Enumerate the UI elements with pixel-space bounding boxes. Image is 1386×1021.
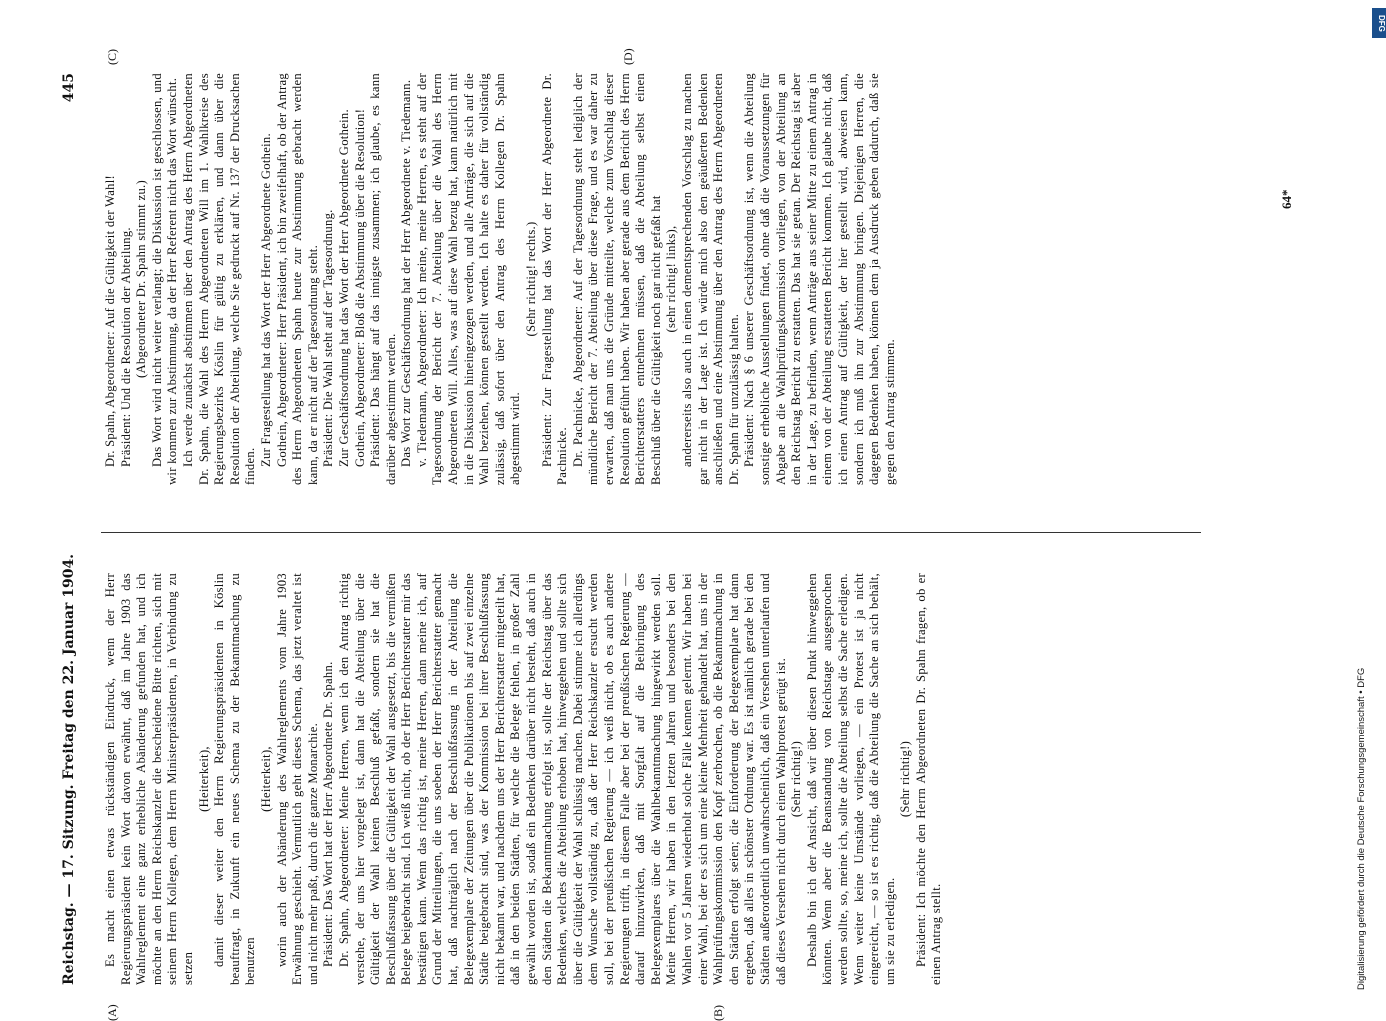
- margin-marker-a: (A): [105, 1004, 119, 1021]
- margin-marker-b: (B): [711, 1005, 725, 1021]
- text-column-right: [103, 73, 898, 485]
- paragraph: Zur Geschäftsordnung hat das Wort der Herr Abgeordnete Gothein.: [336, 109, 351, 467]
- dfg-logo: DFG: [1372, 8, 1386, 38]
- speaker-paragraph: v. Tiedemann, Abgeordneter: Ich meine, meine Herren, es steht auf der Tagesordnung der Bericht der 7. Abteilung über die Wahl des Herrn Abgeordneten Will. Alles, was auf diese Wahl bezug hat, kann natürlich mit in die Diskussion hineingezogen werden, und alle Anträge, die sich auf die Wahl beziehen, können gestellt werden. Ich halte es daher für vollständig zulässig, daß sofort über den Antrag des Herrn Kollegen Dr. Spahn abgestimmt wird.: [414, 73, 523, 485]
- header-title: Reichstag. — 17. Sitzung. Freitag den 22. Januar 1904.: [61, 553, 77, 985]
- interjection: (Heiterkeit),: [196, 746, 211, 812]
- paragraph: Das Wort zur Geschäftsordnung hat der Herr Abgeordnete v. Tiedemann.: [399, 79, 414, 467]
- interjection: (Sehr richtig! rechts.): [524, 221, 539, 337]
- paragraph: Es macht einen etwas rückständigen Eindruck, wenn der Herr Regierungspräsident kein Wort davon erwähnt, daß im Jahre 1903 das Wahlreglement eine ganz erhebliche Abänderung gefunden hat, und ich möchte an den Herrn Reichskanzler die bescheidene Bitte richten, sich mit seinem Herrn Kollegen, dem Herrn Ministerpräsidenten, in Verbindung zu setzen: [103, 573, 195, 985]
- speaker-paragraph: Präsident: Ich möchte den Herrn Abgeordneten Dr. Spahn fragen, ob er einen Antrag stellt.: [913, 573, 944, 985]
- speaker-paragraph: Dr. Spahn, Abgeordneter: Meine Herren, wenn ich den Antrag richtig verstehe, der uns hier vorgelegt ist, dann hat die Abteilung über die Gültigkeit der Wahl keinen Beschluß gefaßt, sondern sie hat die Beschlußfassung über die Gültigkeit der Wahl ausgesetzt, bis die vermißten Belege beigebracht sind. Ich weiß nicht, ob der Herr Berichterstatter mir das bestätigen kann. Wenn das richtig ist, meine Herren, dann meine ich, auf Grund der Mitteilungen, die uns soeben der Herr Berichterstatter gemacht hat, daß nachträglich nach der Beschlußfassung in der Abteilung die Belegexemplare der Zeitungen über die Publikationen bis auf zwei einzelne Städte beigebracht sind, was der Kommission bei ihrer Beschlußfassung nicht bekannt war, und nachdem uns der Herr Berichterstatter mitgeteilt hat, daß in den beiden Städten, für welche die Belege fehlen, in großer Zahl gewählt worden ist, sodaß ein Bedenken darüber nicht besteht, daß auch in den Städten die Bekanntmachung erfolgt ist, sollte der Reichstag über das Bedenken, welches die Abteilung erhoben hat, hinweggehen und sollte sich über die Gültigkeit der Wahl schlüssig machen. Dabei stimme ich allerdings dem Wunsche vollständig zu, daß der Herr Reichskanzler ersucht werden soll, bei der preußischen Regierung — ich weiß nicht, ob es auch andere Regierungen trifft, in diesem Falle aber bei der preußischen Regierung — darauf hinzuwirken, daß mit Sorgfalt auf die Beibringung des Belegexemplares über die Wahlbekanntmachung hingewirkt werden soll. Meine Herren, wir haben in den letzten Jahren und besonders bei den Wahlen vor 5 Jahren wiederholt solche Fälle kennen gelernt. Wir haben bei einer Wahl, bei der es sich um eine kleine Mehrheit gehandelt hat, uns in der Wahlprüfungskommission den Kopf zerbrochen, ob die Bekanntmachung in den Städten erfolgt seien; die Einforderung der Belegexemplare hat dann ergeben, daß alles in schönster Ordnung war. Es ist nämlich gerade bei den Städten außerordentlich unwahrscheinlich, daß ein Versehen unterlaufen und daß dieses Versehen nicht durch einen Wahlprotest gerügt ist.: [336, 573, 788, 985]
- interjection: (sehr richtig! links),: [664, 225, 679, 333]
- paragraph: damit dieser weiter den Herrn Regierungspräsidenten in Köslin beauftragt, in Zukunft ein neues Schema zu der Bekanntmachung zu benutzen: [212, 573, 258, 985]
- speaker-paragraph: Gothein, Abgeordneter: Bloß die Abstimmung über die Resolution!: [352, 108, 367, 467]
- speaker-paragraph: Präsident: Das Wort hat der Herr Abgeordnete Dr. Spahn.: [321, 661, 336, 967]
- interjection: (Heiterkeit),: [258, 746, 273, 812]
- interjection: (Sehr richtig!): [789, 740, 804, 818]
- paragraph: andererseits also auch in einen dementsprechenden Vorschlag zu machen gar nicht in der Lage ist. Ich würde mich also den geäußerten Bedenken anschließen und eine Abstimmung über den Antrag des Herrn Abgeordneten Dr. Spahn für unzulässig halten.: [679, 73, 741, 485]
- running-header: [61, 73, 83, 985]
- speaker-paragraph: Gothein, Abgeordneter: Herr Präsident, ich bin zweifelhaft, ob der Antrag des Herrn Abgeordneten Spahn heute zur Abstimmung gebracht werden kann, da er nicht auf der Tagesordnung steht.: [274, 73, 320, 485]
- margin-marker-c: (C): [105, 49, 119, 65]
- margin-marker-d: (D): [621, 48, 635, 65]
- digitization-credit: Digitalisierung gefördert durch die Deutsche Forschungsgemeinschaft • DFG: [1356, 667, 1367, 990]
- interjection: (Abgeordneter Dr. Spahn stimmt zu.): [134, 180, 149, 378]
- speaker-paragraph: Präsident: Die Wahl steht auf der Tagesordnung.: [321, 209, 336, 467]
- paragraph: Deshalb bin ich der Ansicht, daß wir über diesen Punkt hinweggehen könnten. Wenn aber die Beanstandung von Reichstage ausgesprochen werden sollte, so, meine ich, sollte die Abteilung selbst die Sache erledigen. Wenn weiter keine Umstände vorliegen, — ein Protest ist ja nicht eingereicht, — so ist es richtig, daß die Abteilung die Sache an sich behält, um sie zu erledigen.: [804, 573, 897, 985]
- speaker-paragraph: Präsident: Das hängt auf das innigste zusammen; ich glaube, es kann darüber abgestimmt werden.: [368, 73, 398, 485]
- paragraph: Zur Fragestellung hat das Wort der Herr Abgeordnete Gothein.: [258, 133, 273, 467]
- paragraph: Das Wort wird nicht weiter verlangt; die Diskussion ist geschlossen, und wir kommen zur Abstimmung, da der Herr Referent nicht das Wort wünscht.: [149, 73, 180, 485]
- speaker-paragraph: Dr. Spahn, Abgeordneter: Auf die Gültigkeit der Wahl!: [103, 174, 117, 467]
- speaker-paragraph: Dr. Pachnicke, Abgeordneter: Auf der Tagesordnung steht lediglich der mündliche Bericht der 7. Abteilung über diese Frage, und es war daher zu erwarten, daß man uns die Gründe mitteilte, welche zum Vorschlag dieser Resolution geführt haben. Wir haben aber gerade aus dem Bericht des Herrn Berichterstatters entnehmen müssen, daß die Abteilung selbst einen Beschluß über die Gültigkeit noch gar nicht gefaßt hat: [570, 73, 663, 485]
- speaker-paragraph: Präsident: Zur Fragestellung hat das Wort der Herr Abgeordnete Dr. Pachnicke.: [539, 73, 570, 485]
- paragraph: worin auch der Abänderung des Wahlreglements vom Jahre 1903 Erwähnung geschieht. Vermutlich geht dieses Schema, das jetzt veraltet ist und nicht mehr paßt, durch die ganze Monarchie.: [274, 573, 320, 985]
- interjection: (Sehr richtig!): [898, 740, 913, 818]
- text-column-left: [103, 573, 945, 985]
- paragraph: Ich werde zunächst abstimmen über den Antrag des Herrn Abgeordneten Dr. Spahn, die Wahl des Herrn Abgeordneten Will im 1. Wahlkreise des Regierungsbezirks Köslin für gültig zu erklären, und dann über die Resolution der Abteilung, welche Sie gedruckt auf Nr. 137 der Drucksachen finden.: [180, 73, 258, 485]
- speaker-paragraph: Präsident: Nach § 6 unserer Geschäftsordnung ist, wenn die Abteilung sonstige erhebliche Ausstellungen findet, ohne daß die Voraussetzungen für Abgabe an die Wahlprüfungskommission vorliegen, von der Abteilung an den Reichstag Bericht zu erstatten. Das hat sie getan. Der Reichstag ist aber in der Lage, zu befinden, wenn Anträge aus seiner Mitte zu einem Antrag in einem von der Abteilung erstatteten Bericht kommen. Ich glaube nicht, daß ich einen Antrag auf Gültigkeit, der hier gestellt wird, abweisen kann, sondern ich muß ihn zur Abstimmung bringen. Diejenigen Herren, die dagegen Bedenken haben, können dem ja Ausdruck geben dadurch, daß sie gegen den Antrag stimmen.: [742, 73, 897, 485]
- rotated-page: [61, 48, 1331, 1021]
- signature-mark: 64*: [1279, 189, 1294, 209]
- page-number: 445: [61, 73, 77, 103]
- speaker-paragraph: Präsident: Und die Resolution der Abteilung.: [118, 227, 133, 467]
- column-divider: [101, 532, 1201, 533]
